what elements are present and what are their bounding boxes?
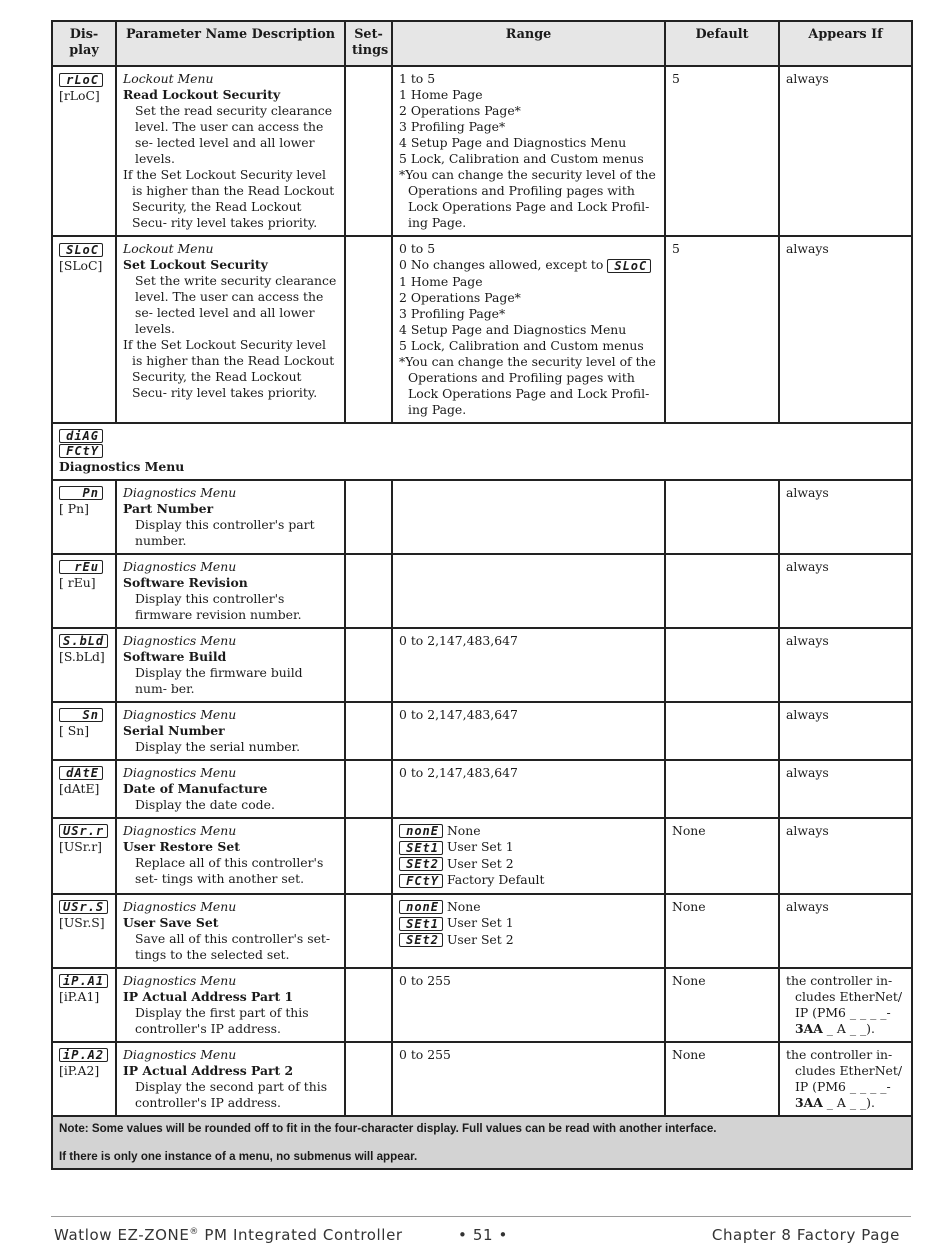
model-code: 3AA [795,1020,823,1036]
parameter-name: Software Build [123,648,227,664]
range-cell: 0 to 2,147,483,647 [392,760,665,818]
page-footer [54,1226,900,1246]
range-footnote: *You can change the security level of the Operations and Profiling pages with Lock Operations Page and Lock Profil- ing Page. [399,167,656,230]
table-row [52,894,912,968]
parameter-cell [116,818,345,894]
display-code: [iP.A2] [59,1063,100,1078]
parameter-cell [116,66,345,236]
parameter-description: Replace all of this controller's set- tings with another set. [135,854,324,886]
range-text: 0 No changes allowed, except to [399,257,604,272]
parameter-cell [116,480,345,554]
table-row [52,554,912,628]
parameter-cell [116,554,345,628]
range-option [399,856,658,873]
chapter-title: Chapter 8 Factory Page [711,1226,900,1244]
display-cell [52,760,116,818]
menu-name: Diagnostics Menu [123,632,237,648]
seven-seg-display: FCtY [59,444,103,458]
display-cell [52,818,116,894]
menu-name: Diagnostics Menu [123,558,237,574]
display-code: [USr.S] [59,915,105,930]
table-row [52,1042,912,1116]
parameter-description: Display the date code. [135,796,275,812]
appears-condition: the controller in- cludes EtherNet/ IP (PM6 _ _ _ _- [786,1046,903,1094]
footer-product-name: Watlow EZ-ZONE [54,1226,190,1244]
header-parameter: Parameter Name Description [116,21,345,66]
display-cell [52,702,116,760]
section-header-cell [52,423,912,480]
display-code: [ Sn] [59,723,90,738]
settings-cell [345,894,392,968]
header-settings: Set- tings [345,21,392,66]
menu-name: Lockout Menu [123,241,214,256]
table-row [52,702,912,760]
appears-condition-tail: _ A _ _). [822,1020,875,1036]
range-line: 5 Lock, Calibration and Custom menus [399,337,644,353]
range-cell [392,66,665,236]
range-line: 5 Lock, Calibration and Custom menus [399,151,644,166]
appears-if-cell: always [779,628,912,702]
table-row [52,818,912,894]
seven-seg-display: SEt1 [399,917,443,931]
parameter-name: Date of Manufacture [123,780,268,796]
range-option [399,899,658,916]
header-default: Default [665,21,779,66]
parameter-description: Display the first part of this controller's IP address. [135,1004,309,1036]
parameter-description: Set the read security clearance level. The user can access the se- lected level and all lower levels. [135,103,333,166]
range-cell: 0 to 2,147,483,647 [392,702,665,760]
menu-name: Diagnostics Menu [123,706,237,722]
menu-name: Diagnostics Menu [123,972,237,988]
range-option [399,839,658,856]
seven-seg-display: SEt1 [399,841,443,855]
parameter-description: Display the second part of this controller's IP address. [135,1078,328,1110]
parameter-description: If the Set Lockout Security level is higher than the Read Lockout Security, the Read Lockout Secu- rity level takes priority. [123,337,335,400]
display-cell [52,968,116,1042]
settings-cell [345,66,392,236]
range-cell [392,894,665,968]
parameter-name: Read Lockout Security [123,87,281,102]
range-line: 3 Profiling Page* [399,119,506,134]
display-code: [rLoC] [59,87,100,103]
seven-seg-display: SLoC [607,259,651,273]
range-line: 0 to 5 [399,241,436,256]
table-row [52,66,912,236]
settings-cell [345,554,392,628]
option-label: User Set 1 [446,839,514,854]
parameter-description: Display this controller's part number. [135,516,315,548]
seven-seg-display: USr.r [59,824,108,838]
note-text: Note: Some values will be rounded off to fit in the four-character display. Full values can be read with another interface. [59,1121,717,1135]
seven-seg-display: rEu [59,560,103,574]
option-label: Factory Default [446,872,545,887]
note-spacer [59,1136,905,1150]
appears-if-cell [779,968,912,1042]
option-label: None [446,822,481,838]
seven-seg-display: rLoC [59,73,103,87]
seven-seg-display: dAtE [59,766,103,780]
range-line [399,257,658,274]
header-appears-if: Appears If [779,21,912,66]
settings-cell [345,628,392,702]
parameter-description: If the Set Lockout Security level is higher than the Read Lockout Security, the Read Lockout Secu- rity level takes priority. [123,167,335,230]
settings-cell [345,968,392,1042]
appears-if-text [786,1047,905,1111]
default-cell: None [665,1042,779,1116]
range-option [399,872,658,889]
range-line: 2 Operations Page* [399,103,521,118]
table-row [52,628,912,702]
appears-if-cell: always [779,236,912,423]
display-cell [52,628,116,702]
seven-seg-display: diAG [59,429,103,443]
footer-product [54,1226,403,1244]
default-cell: None [665,818,779,894]
range-line: 1 Home Page [399,87,483,102]
table-header-row [52,21,912,66]
menu-name: Diagnostics Menu [123,1046,237,1062]
table-row [52,968,912,1042]
range-line: 2 Operations Page* [399,289,521,305]
default-cell [665,760,779,818]
default-cell: None [665,894,779,968]
section-title: Diagnostics Menu [59,458,185,474]
display-cell [52,66,116,236]
settings-cell [345,760,392,818]
parameter-cell [116,702,345,760]
display-code: [SLoC] [59,257,103,273]
header-range: Range [392,21,665,66]
parameter-table [51,20,913,1170]
appears-if-cell: always [779,66,912,236]
parameter-description: Display the firmware build num- ber. [135,664,303,696]
menu-name: Diagnostics Menu [123,822,237,838]
display-cell [52,554,116,628]
appears-if-cell: always [779,554,912,628]
display-cell [52,236,116,423]
display-cell [52,480,116,554]
default-cell: None [665,968,779,1042]
parameter-name: Software Revision [123,574,248,590]
range-footnote: *You can change the security level of the Operations and Profiling pages with Lock Operations Page and Lock Profil- ing Page. [399,353,656,417]
parameter-cell [116,236,345,423]
parameter-description: Display this controller's firmware revision number. [135,590,302,622]
settings-cell [345,1042,392,1116]
parameter-name: IP Actual Address Part 1 [123,988,294,1004]
note-cell [52,1116,912,1169]
range-cell [392,818,665,894]
seven-seg-display: nonE [399,824,443,838]
appears-if-cell: always [779,818,912,894]
range-cell: 0 to 255 [392,1042,665,1116]
seven-seg-display: nonE [399,900,443,914]
option-label: User Set 1 [446,915,514,930]
seven-seg-display: S.bLd [59,634,108,648]
range-option [399,823,658,840]
seven-seg-display: USr.S [59,900,108,914]
appears-if-text [786,973,905,1037]
seven-seg-display: Sn [59,708,103,722]
table-row [52,236,912,423]
seven-seg-display: SEt2 [399,857,443,871]
range-line: 3 Profiling Page* [399,305,506,321]
menu-name: Diagnostics Menu [123,764,237,780]
page-number: • 51 • [458,1226,508,1244]
appears-if-cell: always [779,480,912,554]
section-header-row [52,423,912,480]
appears-if-cell: always [779,760,912,818]
default-cell: 5 [665,236,779,423]
seven-seg-display: SLoC [59,243,103,257]
footer-divider [51,1216,911,1217]
header-display: Dis- play [52,21,116,66]
seven-seg-display: iP.A2 [59,1048,108,1062]
appears-if-cell [779,1042,912,1116]
range-line: 1 Home Page [399,273,483,289]
table-row [52,480,912,554]
appears-condition-tail: _ A _ _). [822,1094,875,1110]
model-code: 3AA [795,1094,823,1110]
seven-seg-display: Pn [59,486,103,500]
parameter-name: IP Actual Address Part 2 [123,1062,294,1078]
settings-cell [345,480,392,554]
parameter-name: Set Lockout Security [123,257,268,272]
option-label: User Set 2 [446,855,514,871]
range-cell [392,480,665,554]
menu-name: Lockout Menu [123,71,214,86]
default-cell [665,702,779,760]
note-text: If there is only one instance of a menu, no submenus will appear. [59,1149,418,1163]
range-cell [392,554,665,628]
default-cell [665,628,779,702]
parameter-name: Part Number [123,500,214,516]
display-code: [iP.A1] [59,989,100,1004]
range-option [399,932,658,949]
parameter-cell [116,894,345,968]
display-code: [dAtE] [59,781,100,796]
appears-condition: the controller in- cludes EtherNet/ IP (PM6 _ _ _ _- [786,972,903,1020]
parameter-description: Set the write security clearance level. The user can access the se- lected level and all lower levels. [135,273,337,336]
parameter-name: User Restore Set [123,838,240,854]
menu-name: Diagnostics Menu [123,898,237,914]
parameter-name: User Save Set [123,914,219,930]
footer-product-tail: PM Integrated Controller [199,1226,403,1244]
default-cell [665,554,779,628]
parameter-cell [116,1042,345,1116]
default-cell: 5 [665,66,779,236]
default-cell [665,480,779,554]
range-cell: 0 to 255 [392,968,665,1042]
range-line: 1 to 5 [399,71,436,86]
registered-mark: ® [189,1227,200,1237]
display-cell [52,894,116,968]
display-code: [USr.r] [59,839,103,854]
display-code: [S.bLd] [59,649,105,664]
settings-cell [345,702,392,760]
range-cell: 0 to 2,147,483,647 [392,628,665,702]
seven-seg-display: FCtY [399,874,443,888]
menu-name: Diagnostics Menu [123,484,237,500]
table-row [52,760,912,818]
seven-seg-display: iP.A1 [59,974,108,988]
range-line: 4 Setup Page and Diagnostics Menu [399,135,627,150]
settings-cell [345,236,392,423]
note-row [52,1116,912,1169]
range-option [399,915,658,932]
option-label: User Set 2 [446,931,514,947]
range-line: 4 Setup Page and Diagnostics Menu [399,321,627,337]
parameter-cell [116,628,345,702]
parameter-description: Save all of this controller's set- tings to the selected set. [135,930,331,962]
range-cell [392,236,665,423]
option-label: None [446,898,481,914]
parameter-name: Serial Number [123,722,225,738]
parameter-cell [116,968,345,1042]
appears-if-cell: always [779,894,912,968]
display-cell [52,1042,116,1116]
seven-seg-display: SEt2 [399,933,443,947]
display-code: [ rEu] [59,575,96,590]
parameter-description: Display the serial number. [135,738,301,754]
settings-cell [345,818,392,894]
parameter-cell [116,760,345,818]
display-code: [ Pn] [59,501,89,516]
appears-if-cell: always [779,702,912,760]
